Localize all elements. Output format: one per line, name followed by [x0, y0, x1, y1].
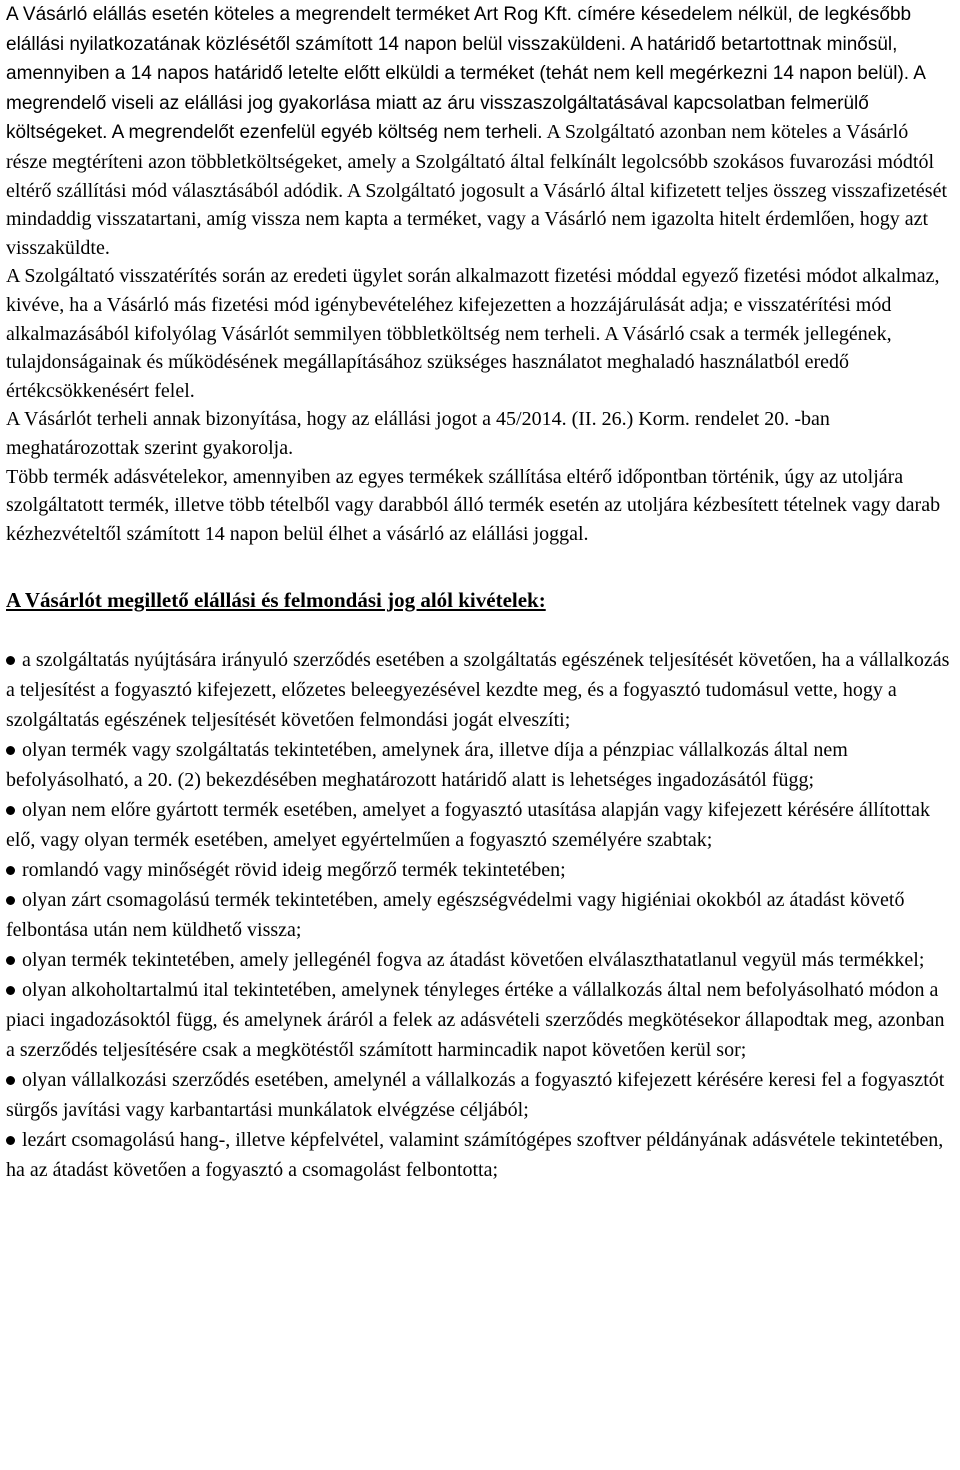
- text-run: A Vásárló elállás esetén köteles a megrendelt terméket Art Rog Kft. címére késedelem nélkül, de legkés: [6, 4, 880, 25]
- text-run: l számított 14 napon belül visszaküldeni. A határidő betartottnak minősül, amennyiben a 14 napos határidő letelte előtt elküldi a terméket (tehát nem kell megérkezni 14 napon belül). A megrendelő viseli az elállási jog gyakorlása miatt az áru visszaszolgáltatásával kapcsolatban felmerül: [6, 33, 925, 114]
- bullet-icon: [6, 806, 15, 815]
- list-item-text: olyan termék vagy szolgáltatás tekintetében, amelynek ára, illetve díja a pénzpiac vállalkozás által nem befolyásolható, a 20. (2) bekezdésében meghatározott határidő alatt is lehetséges ingadozásától függ;: [6, 739, 848, 792]
- paragraph-burden-of-proof: [6, 405, 952, 462]
- paragraph-section: [6, 0, 952, 548]
- list-item-text: olyan nem előre gyártott termék esetében, amelyet a fogyasztó utasítása alapján vagy kifejezett kérésére állítottak elő, vagy olyan termék esetében, amelyet egyértelműen a fogyasztó személyére szabtak;: [6, 799, 930, 852]
- text-run: ő: [879, 4, 890, 25]
- bullet-icon: [6, 956, 15, 965]
- list-item: [6, 735, 952, 795]
- list-item: [6, 855, 952, 885]
- bullet-icon: [6, 1136, 15, 1145]
- list-item: [6, 645, 952, 735]
- list-item-text: olyan alkoholtartalmú ital tekintetében, amelynek tényleges értéke a vállalkozás által nem befolyásolható módon a piaci ingadozásoktól függ, és amelynek áráról a felek az adásvételi szerződés megkötésekor állapodtak meg, azonban a szerződés teljesítésére csak a megkötéstől számított harmincadik napot követően kerül sor;: [6, 979, 945, 1062]
- list-item: [6, 975, 952, 1065]
- text-run: A Szolgáltató azonban nem köteles a Vásárló része megtéríteni azon többletköltségeket, amely a Szolgáltató által felkínált legolcsóbb szokásos fuvarozási módtól eltérő szállítási mód választásából adódik. A Szolgáltató jogosult a Vásárló által kifizetett teljes összeg visszafizetését mindaddig visszatartani, amíg vissza nem kapta a terméket, vagy a Vásárló nem igazolta hitelt érdemlően, hogy azt visszaküldte.: [6, 121, 948, 259]
- bullet-icon: [6, 866, 15, 875]
- bullet-icon: [6, 1076, 15, 1085]
- paragraph-multiple-products: [6, 463, 952, 549]
- list-item-text: a szolgáltatás nyújtására irányuló szerződés esetében a szolgáltatás egészének teljesítését követően, ha a vállalkozás a teljesítést a fogyasztó kifejezett, előzetes beleegyezésével kezdte meg, és a fogyasztó tudomásul vette, hogy a szolgáltatás egészének teljesítését követően felmondási jogát elveszíti;: [6, 649, 950, 732]
- paragraph-withdrawal-return: [6, 0, 952, 262]
- list-item-text: romlandó vagy minőségét rövid ideig megőrző termék tekintetében;: [22, 859, 566, 882]
- text-run: költségeket. A megrendel: [6, 122, 219, 144]
- text-run: t ezenfelül egyéb költség nem terheli.: [228, 122, 543, 144]
- list-item-text: olyan termék tekintetében, amely jellegénél fogva az átadást követően elválaszthatatlanul vegyül más termékkel;: [22, 949, 925, 972]
- text-run: bb elállási nyilatkozatának közlését: [6, 4, 912, 55]
- list-item: [6, 945, 952, 975]
- bullet-icon: [6, 656, 15, 665]
- list-item-text: olyan vállalkozási szerződés esetében, amelynél a vállalkozás a fogyasztó kifejezett kérésére keresi fel a fogyasztót sürgős javítási vagy karbantartási munkálatok elvégzése céljából;: [6, 1069, 945, 1122]
- bullet-icon: [6, 986, 15, 995]
- text-run: -ban meghatározottak szerint gyakorolja.: [6, 408, 830, 459]
- bullet-icon: [6, 746, 15, 755]
- text-run: ő: [858, 92, 869, 114]
- bullet-icon: [6, 896, 15, 905]
- list-item: [6, 1065, 952, 1125]
- list-item-text: olyan zárt csomagolású termék tekintetében, amely egészségvédelmi vagy higiéniai okokból az átadást követő felbontása után nem küldhető vissza;: [6, 889, 905, 942]
- list-item-text: lezárt csomagolású hang-, illetve képfelvétel, valamint számítógépes szoftver példányának adásvétele tekintetében, ha az átadást követően a fogyasztó a csomagolást felbontotta;: [6, 1129, 944, 1182]
- list-item: [6, 795, 952, 855]
- list-item: [6, 885, 952, 945]
- text-run: A Vásárlót terheli annak bizonyítása, hogy az elállási jogot a 45/2014. (II. 26.) Korm. rendelet 20.: [6, 408, 795, 431]
- list-item: [6, 1125, 952, 1185]
- text-run: Több termék adásvételekor, amennyiben az egyes termékek szállítása eltérő időpontban történik, úgy az utoljára szolgáltatott termék, illetve több tételből vagy darabból álló termék esetén az utoljára kézbesített tételnek vagy darab kézhezvételtől számított 14 napon belül élhet a vásárló az elállási joggal.: [6, 465, 941, 545]
- paragraph-refund-method: [6, 262, 952, 405]
- text-run: ő: [218, 122, 229, 144]
- exceptions-list: [6, 645, 952, 1185]
- exceptions-heading: A Vásárlót megillető elállási és felmondási jog alól kivételek:: [6, 588, 546, 613]
- text-run: A Szolgáltató visszatérítés során az eredeti ügylet során alkalmazott fizetési móddal egyező fizetési módot alkalmaz, kivéve, ha a Vásárló más fizetési mód igénybevételéhez kifejezetten a hozzájárulását adja; e visszatérítési mód alkalmazásából kifolyólag Vásárlót semmilyen többletköltség nem terheli. A Vásárló csak a termék jellegének, tulajdonságainak és működésének megállapításához szükséges használatot meghaladó használatból eredő értékcsökkenésért felel.: [6, 265, 940, 402]
- text-run: ő: [275, 33, 286, 55]
